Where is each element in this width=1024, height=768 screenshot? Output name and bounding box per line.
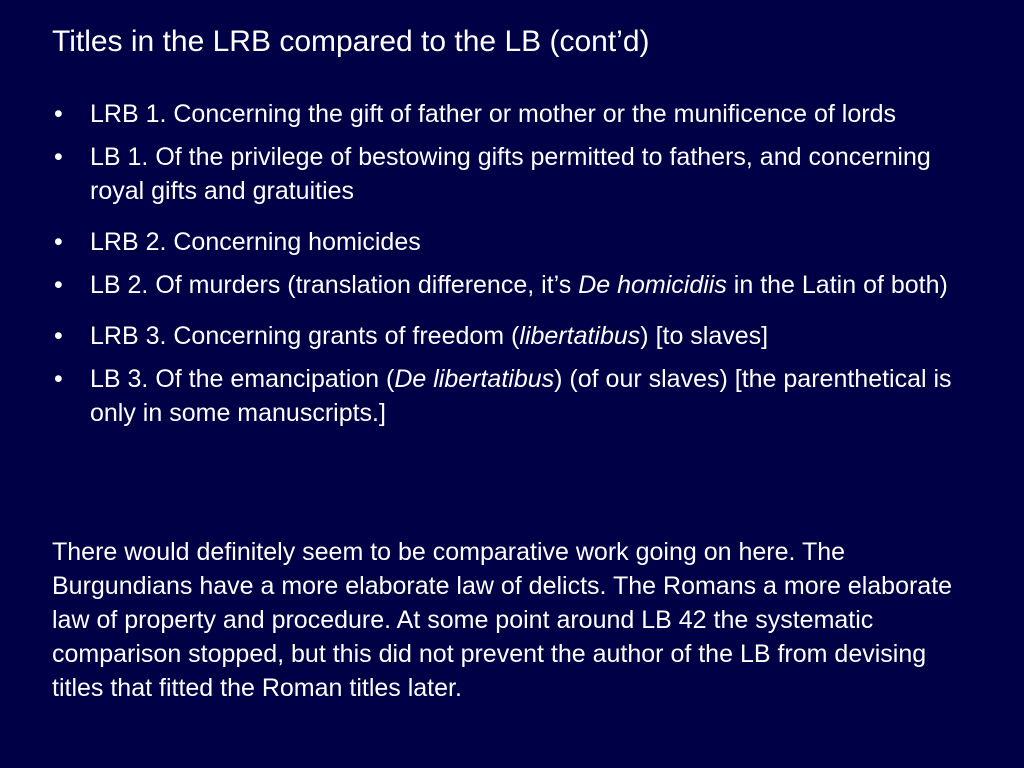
bullet-item bbox=[52, 319, 972, 353]
summary-paragraph: There would definitely seem to be comparative work going on here. The Burgundians have a more elaborate law of delicts. The Romans a more elaborate law of property and procedure. At some point around LB 42 the systematic comparison stopped, but this did not prevent the author of the LB from devising titles that fitted the Roman titles later. bbox=[52, 538, 953, 702]
bullet-icon: • bbox=[54, 322, 63, 350]
bullet-item bbox=[52, 97, 972, 131]
bullet-italic-text: libertatibus bbox=[519, 322, 641, 350]
bullet-item bbox=[52, 140, 972, 208]
bullet-text: LRB 2. Concerning homicides bbox=[90, 228, 421, 256]
bullet-italic-text: De libertatibus bbox=[394, 365, 555, 393]
bullet-item bbox=[52, 268, 972, 302]
bullet-icon: • bbox=[54, 228, 63, 256]
bullet-icon: • bbox=[54, 100, 63, 128]
bullet-text: LB 3. Of the emancipation ( bbox=[90, 365, 395, 393]
bullet-text: LRB 1. Concerning the gift of father or mother or the munificence of lords bbox=[90, 100, 896, 128]
bullet-item bbox=[52, 362, 972, 430]
bullet-item bbox=[52, 225, 972, 259]
bullet-text: LRB 3. Concerning grants of freedom ( bbox=[90, 322, 520, 350]
bullet-icon: • bbox=[54, 365, 63, 393]
bullet-text-tail: ) (of our slaves) [the parenthetical is only in some manuscripts.] bbox=[90, 365, 952, 427]
bullet-list bbox=[52, 97, 972, 439]
bullet-icon: • bbox=[54, 271, 63, 299]
bullet-text-tail: in the Latin of both) bbox=[726, 271, 948, 299]
bullet-italic-text: De homicidiis bbox=[578, 271, 727, 299]
slide-title: Titles in the LRB compared to the LB (cont’d) bbox=[52, 25, 650, 58]
bullet-text: LB 1. Of the privilege of bestowing gifts permitted to fathers, and concerning royal gifts and gratuities bbox=[90, 143, 931, 205]
bullet-text-tail: ) [to slaves] bbox=[640, 322, 769, 350]
bullet-icon: • bbox=[54, 143, 63, 171]
bullet-text: LB 2. Of murders (translation difference, it’s bbox=[90, 271, 579, 299]
